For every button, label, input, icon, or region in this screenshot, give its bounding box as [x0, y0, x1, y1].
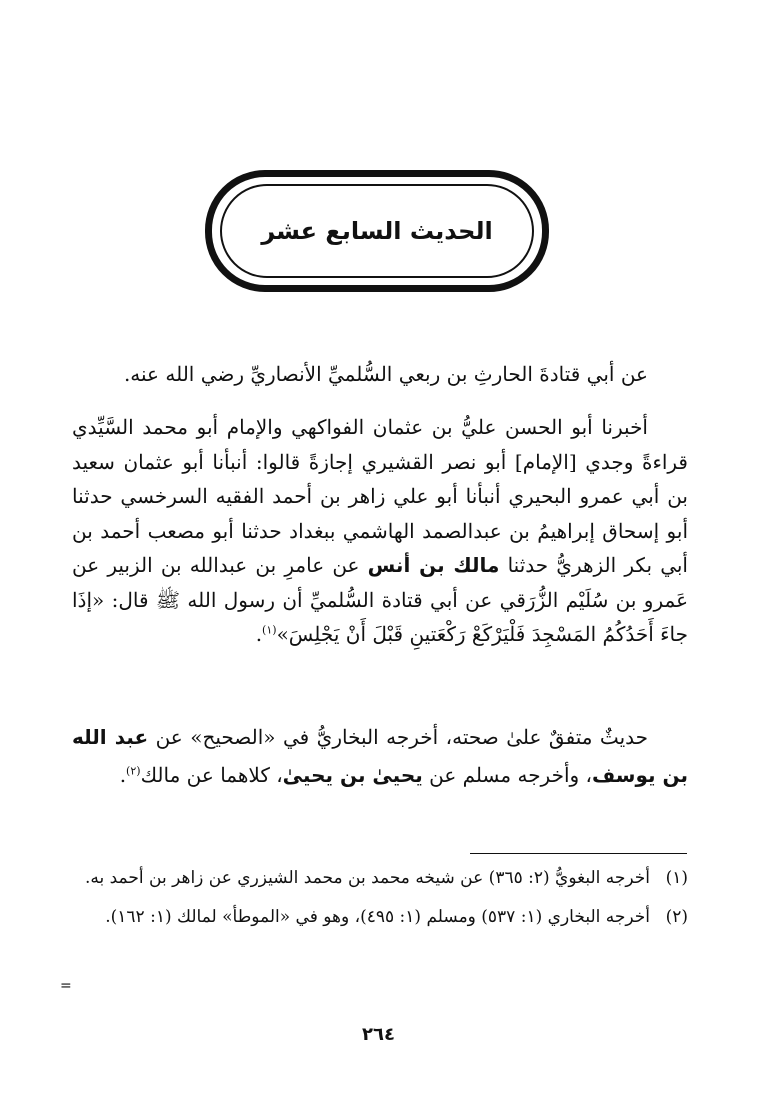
- isnad-part2: عن عامرِ بن عبدالله بن الزبير عن عَمرو بن سُلَيْم الزُّرَقي عن أبي قتادة السُّلميِّ أن رسول الله ﷺ قال: «إذَا جاءَ أَحَدُكُمُ المَسْجِدَ فَلْيَرْكَعْ رَكْعَتينِ قَبْلَ أَنْ يَجْلِسَ»: [72, 553, 688, 646]
- margin-mark: =: [60, 978, 72, 994]
- chapter-title: الحديث السابع عشر: [261, 217, 493, 245]
- takhrij-part2: ، وأخرجه مسلم عن: [429, 763, 592, 787]
- footnote-item: [72, 862, 688, 895]
- footnote-ref-1: (١): [262, 623, 277, 637]
- isnad-end: .: [255, 622, 263, 646]
- footnote-text: أخرجه البخاري (١: ٥٣٧) ومسلم (١: ٤٩٥)، وهو في «الموطأ» لمالك (١: ١٦٢).: [105, 907, 650, 927]
- takhrij-part3: ، كلاهما عن مالك: [140, 763, 283, 787]
- footnote-item: [72, 901, 688, 934]
- takhrij-part1: حديثٌ متفقٌ علىٰ صحته، أخرجه البخاريُّ في «الصحيح» عن: [155, 725, 648, 749]
- isnad-part1: أخبرنا أبو الحسن عليُّ بن عثمان الفواكهي والإمام أبو محمد السَّيِّدي قراءةً وجدي [الإمام] أبو نصر القشيري إجازةً قالوا: أنبأنا أبو عثمان سعيد بن أبي عمرو البحيري أنبأنا أبو علي زاهر بن أحمد الفقيه السرخسي حدثنا أبو إسحاق إبراهيمُ بن عبدالصمد الهاشمي ببغداد حدثنا أبو مصعب أحمد بن أبي بكر الزهريُّ حدثنا: [72, 415, 688, 577]
- footnote-text: أخرجه البغويُّ (٢: ٣٦٥) عن شيخه محمد بن محمد الشيزري عن زاهر بن أحمد به.: [84, 868, 650, 888]
- takhrij-text: [72, 718, 688, 794]
- takhrij-end: .: [119, 763, 127, 787]
- narrator-malik: مالك بن أنس: [367, 553, 500, 577]
- isnad-text: [72, 410, 688, 652]
- narrator-yahya: يحيىٰ بن يحيىٰ: [282, 763, 423, 787]
- footnote-number: (١): [665, 868, 688, 888]
- takhrij-paragraph: [72, 718, 688, 794]
- isnad-paragraph: [72, 410, 688, 652]
- narrator-abdullah: عبد الله بن يوسف: [72, 725, 688, 787]
- narrator-line: عن أبي قتادةَ الحارثِ بن ربعي السُّلميِّ الأنصاريِّ رضي الله عنه.: [123, 362, 648, 386]
- footnote-divider: [470, 853, 687, 854]
- narrator-paragraph: [72, 357, 688, 391]
- page-number: ٢٦٤: [362, 1024, 395, 1045]
- footnote-number: (٢): [665, 907, 688, 927]
- footnotes: [72, 862, 688, 934]
- footnote-ref-2: (٢): [126, 764, 141, 778]
